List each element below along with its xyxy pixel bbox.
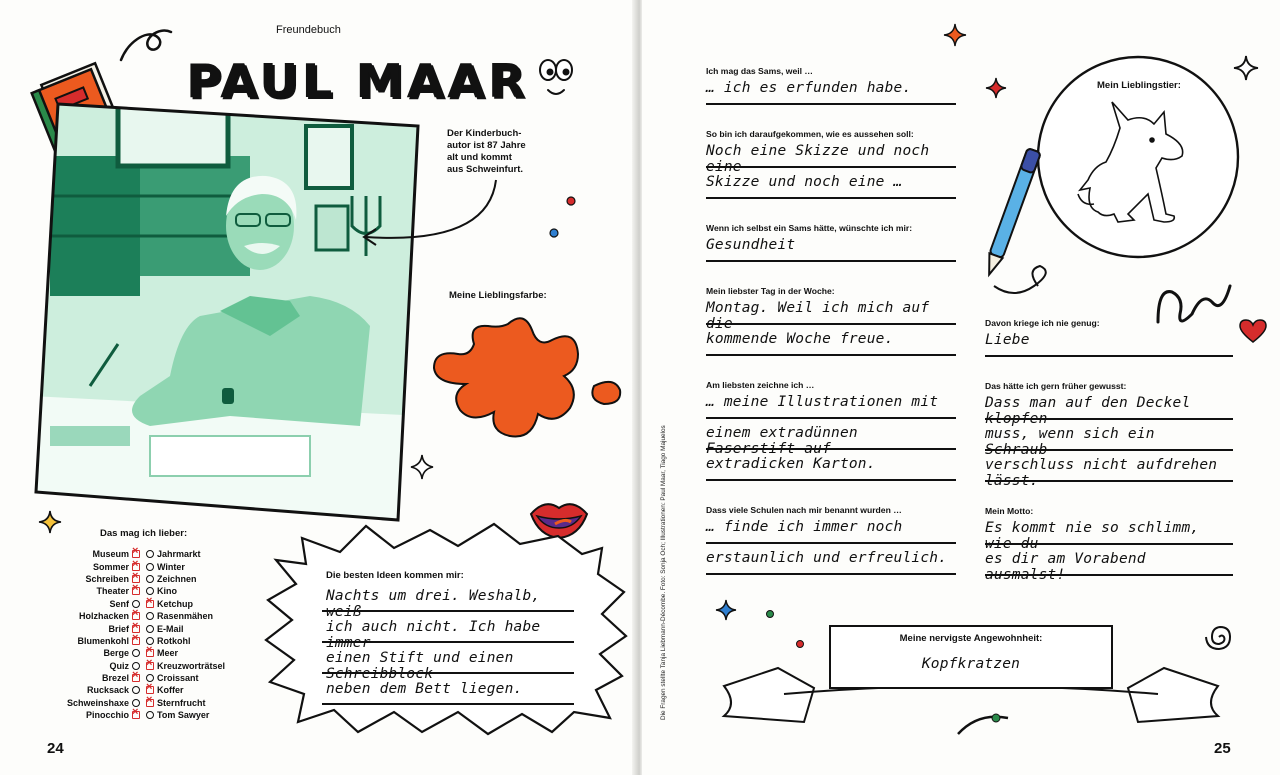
pref-left-checkbox[interactable] bbox=[132, 587, 140, 595]
sparkle-yellow-icon bbox=[38, 510, 62, 534]
left-page bbox=[0, 0, 638, 775]
question-label: So bin ich daraufgekommen, wie es aussehen soll: bbox=[706, 129, 914, 139]
answer-rule bbox=[985, 480, 1233, 482]
caption-arrow-icon bbox=[358, 175, 508, 255]
question-label: Dass viele Schulen nach mir benannt wurden … bbox=[706, 505, 902, 515]
pref-left-option: Brief bbox=[108, 623, 129, 634]
ideas-answer bbox=[322, 586, 574, 710]
dots-doodle-icon bbox=[545, 195, 577, 241]
pref-left-option: Brezel bbox=[101, 673, 129, 684]
wave-doodle-icon bbox=[1152, 278, 1236, 330]
photo-caption bbox=[447, 128, 547, 176]
answer-rule bbox=[706, 197, 956, 199]
sparkle-red-icon bbox=[984, 76, 1008, 100]
pref-left-option: Theater bbox=[96, 586, 129, 597]
pref-left-option: Schweinshaxe bbox=[66, 697, 129, 708]
pref-left-option: Quiz bbox=[109, 660, 129, 671]
qa-block bbox=[706, 129, 956, 190]
ideas-line: Nachts um drei. Weshalb, weiß bbox=[326, 588, 541, 620]
answer-rule bbox=[985, 418, 1233, 420]
question-label: Ich mag das Sams, weil … bbox=[706, 66, 813, 76]
answer-text: muss, wenn sich ein Schraub- bbox=[985, 426, 1155, 458]
habit-answer: Kopfkratzen bbox=[921, 656, 1021, 672]
pref-row bbox=[40, 548, 260, 560]
pref-left-option: Berge bbox=[103, 648, 129, 659]
pref-left-option: Museum bbox=[92, 549, 129, 560]
pref-row bbox=[40, 610, 260, 622]
qa-block bbox=[706, 505, 956, 566]
caption-line: aus Schweinfurt. bbox=[447, 164, 524, 175]
qa-block bbox=[706, 380, 956, 472]
pref-row bbox=[40, 709, 260, 721]
ideas-line: neben dem Bett liegen. bbox=[326, 681, 523, 697]
answer-text: es dir am Vorabend ausmalst! bbox=[985, 551, 1146, 583]
face-doodle-icon bbox=[536, 56, 576, 100]
fav-color-label: Meine Lieblingsfarbe: bbox=[449, 290, 547, 301]
pref-right-checkbox[interactable] bbox=[146, 612, 154, 620]
right-page bbox=[642, 0, 1280, 775]
answer-text: Noch eine Skizze und noch eine bbox=[706, 143, 930, 175]
pref-left-option: Schreiben bbox=[85, 573, 129, 584]
pref-left-option: Senf bbox=[109, 598, 129, 609]
pen-icon bbox=[964, 140, 1054, 300]
answer-text: kommende Woche freue. bbox=[706, 331, 894, 347]
pref-right-checkbox[interactable] bbox=[146, 563, 154, 571]
pref-left-option: Holzhacken bbox=[78, 611, 129, 622]
answer-text: erstaunlich und erfreulich. bbox=[706, 550, 948, 566]
answer-rule bbox=[985, 449, 1233, 451]
pref-left-option: Pinocchio bbox=[85, 710, 129, 721]
qa-block bbox=[985, 381, 1233, 489]
pref-row bbox=[40, 573, 260, 585]
answer-rule bbox=[706, 542, 956, 544]
caption-line: Der Kinderbuch- bbox=[447, 128, 522, 139]
pref-right-checkbox[interactable] bbox=[146, 711, 154, 719]
ideas-label: Die besten Ideen kommen mir: bbox=[326, 570, 464, 581]
section-label: Freundebuch bbox=[276, 24, 341, 36]
answer-rule bbox=[706, 354, 956, 356]
pref-right-option: Croissant bbox=[157, 673, 199, 684]
sparkle-icon bbox=[410, 454, 434, 480]
qa-block bbox=[706, 223, 956, 253]
answer-text: … meine Illustrationen mit bbox=[706, 394, 939, 410]
pref-right-option: Ketchup bbox=[157, 598, 193, 609]
pref-right-option: Tom Sawyer bbox=[157, 710, 210, 721]
pref-row bbox=[40, 660, 260, 672]
pref-row bbox=[40, 560, 260, 572]
answer-rule bbox=[706, 260, 956, 262]
pref-left-checkbox[interactable] bbox=[132, 674, 140, 682]
ideas-line: einen Stift und einen Schreibblock bbox=[326, 650, 514, 682]
pref-left-option: Rucksack bbox=[86, 685, 129, 696]
answer-rule bbox=[706, 166, 956, 168]
pref-row bbox=[40, 697, 260, 709]
answer-rule bbox=[985, 543, 1233, 545]
question-label: Davon kriege ich nie genug: bbox=[985, 318, 1100, 328]
pref-right-checkbox[interactable] bbox=[146, 550, 154, 558]
pref-right-option: Koffer bbox=[157, 685, 184, 696]
sparkle-orange-icon bbox=[942, 22, 968, 48]
page-number: 25 bbox=[1214, 740, 1231, 757]
pref-left-checkbox[interactable] bbox=[132, 711, 140, 719]
habit-label: Meine nervigste Angewohnheit: bbox=[899, 633, 1043, 644]
prefs-list bbox=[40, 548, 260, 721]
answer-text: Dass man auf den Deckel klopfen bbox=[985, 395, 1191, 427]
pref-left-checkbox[interactable] bbox=[132, 686, 140, 694]
pref-right-checkbox[interactable] bbox=[146, 575, 154, 583]
qa-block bbox=[706, 66, 956, 96]
pref-left-option: Sommer bbox=[92, 561, 129, 572]
ideas-line: ich auch nicht. Ich habe immer bbox=[326, 619, 541, 651]
answer-text: … finde ich immer noch bbox=[706, 519, 903, 535]
page-number: 24 bbox=[47, 740, 64, 757]
pref-right-option: Jahrmarkt bbox=[157, 549, 201, 560]
question-label: Wenn ich selbst ein Sams hätte, wünschte ich mir: bbox=[706, 223, 913, 233]
answer-rule bbox=[706, 448, 956, 450]
orange-splat-icon bbox=[428, 314, 624, 444]
answer-rule bbox=[706, 323, 956, 325]
question-label: Das hätte ich gern früher gewusst: bbox=[985, 381, 1127, 391]
pref-right-option: Zeichnen bbox=[157, 573, 197, 584]
pref-right-checkbox[interactable] bbox=[146, 600, 154, 608]
answer-text: … ich es erfunden habe. bbox=[706, 80, 912, 96]
answer-rule bbox=[706, 573, 956, 575]
pref-row bbox=[40, 598, 260, 610]
answer-text: extradicken Karton. bbox=[706, 456, 876, 472]
qa-block bbox=[706, 286, 956, 347]
fav-animal-label: Mein Lieblingstier: bbox=[1097, 80, 1181, 91]
answer-text: Gesundheit bbox=[706, 237, 796, 253]
question-label: Am liebsten zeichne ich … bbox=[706, 380, 815, 390]
pref-right-option: Kreuzworträtsel bbox=[157, 660, 226, 671]
answer-rule bbox=[706, 103, 956, 105]
pref-right-checkbox[interactable] bbox=[146, 662, 154, 670]
qa-block bbox=[985, 506, 1233, 583]
pref-right-option: Rotkohl bbox=[157, 635, 191, 646]
answer-rule bbox=[985, 355, 1233, 357]
photo-credit: Die Fragen stellte Tanja Liebmann-Décombe. Foto: Sonja Och; Illustrationen: Paul Maar, Tiago Majuelos bbox=[660, 425, 667, 720]
question-label: Mein liebster Tag in der Woche: bbox=[706, 286, 835, 296]
portrait-photo bbox=[30, 96, 422, 526]
answer-text: Liebe bbox=[985, 332, 1030, 348]
heart-icon bbox=[1238, 318, 1268, 344]
pref-right-option: Rasenmähen bbox=[157, 611, 214, 622]
pref-right-option: Winter bbox=[157, 561, 185, 572]
answer-text: einem extradünnen Faserstift auf bbox=[706, 425, 858, 457]
pref-left-option: Blumenkohl bbox=[77, 635, 129, 646]
page-title: PAUL MAAR bbox=[186, 54, 529, 108]
pref-right-option: Sternfrucht bbox=[157, 697, 206, 708]
pref-left-checkbox[interactable] bbox=[132, 649, 140, 657]
answer-rule bbox=[706, 479, 956, 481]
pref-right-option: E-Mail bbox=[157, 623, 184, 634]
answer-rule bbox=[985, 574, 1233, 576]
pref-right-checkbox[interactable] bbox=[146, 699, 154, 707]
pref-left-checkbox[interactable] bbox=[132, 637, 140, 645]
pref-row bbox=[40, 622, 260, 634]
caption-line: autor ist 87 Jahre bbox=[447, 140, 526, 151]
answer-text: Montag. Weil ich mich auf die bbox=[706, 300, 930, 332]
prefs-title: Das mag ich lieber: bbox=[100, 528, 188, 539]
question-label: Mein Motto: bbox=[985, 506, 1034, 516]
answer-text: Es kommt nie so schlimm, wie du bbox=[985, 520, 1200, 552]
pref-right-checkbox[interactable] bbox=[146, 625, 154, 633]
pref-right-option: Kino bbox=[157, 586, 177, 597]
answer-text: Skizze und noch eine … bbox=[706, 174, 903, 190]
pref-right-option: Meer bbox=[157, 648, 179, 659]
caption-line: alt und kommt bbox=[447, 152, 512, 163]
answer-text: verschluss nicht aufdrehen lässt. bbox=[985, 457, 1218, 489]
answer-rule bbox=[706, 417, 956, 419]
